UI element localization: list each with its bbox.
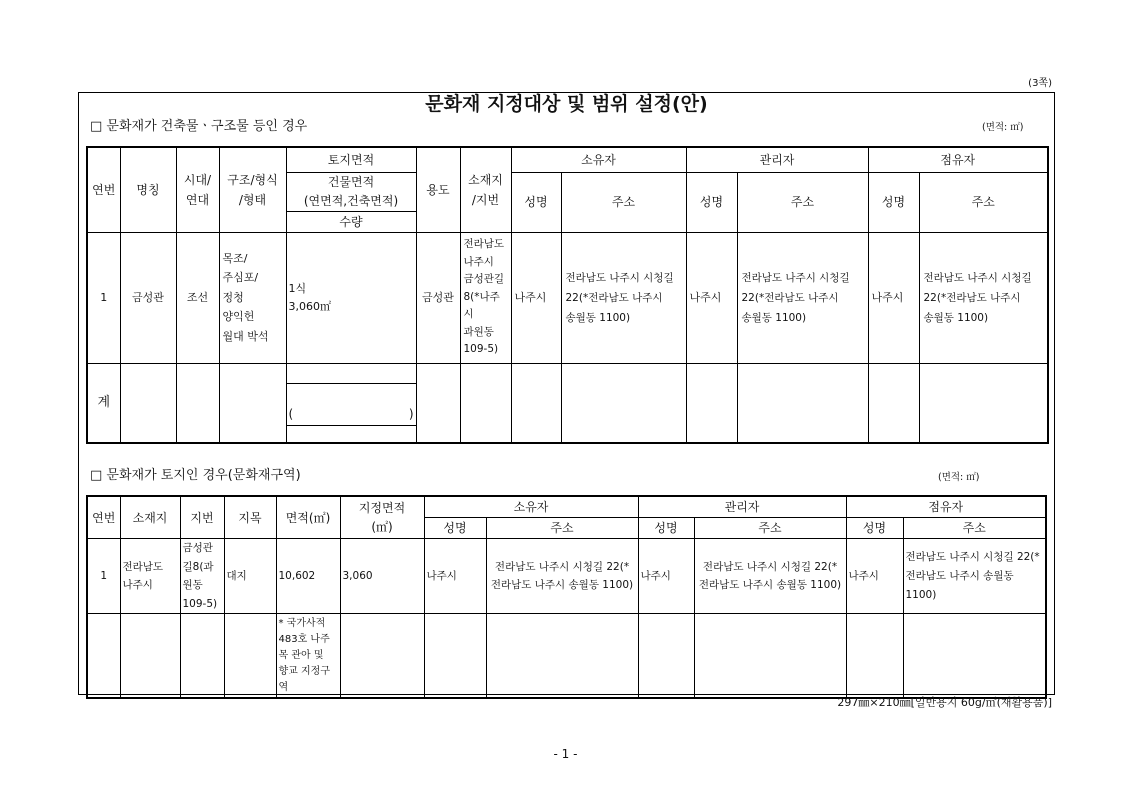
header-location: 소재지 /지번 bbox=[460, 147, 511, 232]
land-header-manager: 관리자 bbox=[638, 496, 846, 518]
land-cell-occupant-name: 나주시 bbox=[846, 539, 903, 614]
land-cell-owner-address: 전라남도 나주시 시청길 22(* 전라남도 나주시 송월동 1100) bbox=[486, 539, 638, 614]
empty-cell bbox=[737, 363, 868, 443]
land-header-owner-name: 성명 bbox=[424, 518, 486, 539]
land-header-manager-name: 성명 bbox=[638, 518, 694, 539]
land-header-occupant: 점유자 bbox=[846, 496, 1046, 518]
section-heading-building: □ 문화재가 건축물ㆍ구조물 등인 경우 bbox=[90, 119, 308, 134]
land-cell-manager-address: 전라남도 나주시 시청길 22(* 전라남도 나주시 송월동 1100) bbox=[694, 539, 846, 614]
page-number: - 1 - bbox=[553, 747, 578, 761]
header-building-area-detail: (연면적,건축면적) bbox=[303, 193, 399, 208]
total-quantity-cell bbox=[286, 425, 416, 443]
land-cell-area: 10,602 bbox=[276, 539, 340, 614]
cell-occupant-name: 나주시 bbox=[868, 232, 919, 363]
land-header-owner-address: 주소 bbox=[486, 518, 638, 539]
empty-cell bbox=[120, 614, 180, 698]
table-row bbox=[87, 614, 1046, 698]
table-row bbox=[87, 232, 1048, 363]
cell-owner-address: 전라남도 나주시 시청길 22(*전라남도 나주시 송월동 1100) bbox=[561, 232, 686, 363]
empty-cell bbox=[486, 614, 638, 698]
header-era: 시대/ 연대 bbox=[176, 147, 219, 232]
empty-cell bbox=[919, 363, 1048, 443]
land-header-designated-area bbox=[340, 496, 424, 539]
empty-cell bbox=[120, 363, 176, 443]
designation-note: * 국가사적 483호 나주 목 관아 및 향교 지정구 역 bbox=[276, 614, 340, 698]
section-heading-land: □ 문화재가 토지인 경우(문화재구역) bbox=[90, 468, 301, 483]
header-usage: 용도 bbox=[416, 147, 460, 232]
land-cell-owner-name: 나주시 bbox=[424, 539, 486, 614]
land-header-lot-number: 지번 bbox=[180, 496, 224, 539]
land-cell-lot-number: 금성관 길8(과 원동 109-5) bbox=[180, 539, 224, 614]
document-title: 문화재 지정대상 및 범위 설정(안) bbox=[425, 93, 708, 115]
land-header-owner: 소유자 bbox=[424, 496, 638, 518]
cell-location: 전라남도 나주시 금성관길 8(*나주 시 과원동 109-5) bbox=[460, 232, 511, 363]
empty-cell bbox=[424, 614, 486, 698]
empty-cell bbox=[638, 614, 694, 698]
header-name: 명칭 bbox=[120, 147, 176, 232]
cell-occupant-address: 전라남도 나주시 시청길 22(*전라남도 나주시 송월동 1100) bbox=[919, 232, 1048, 363]
land-header-occupant-address: 주소 bbox=[903, 518, 1046, 539]
header-row bbox=[87, 496, 1046, 518]
cell-era: 조선 bbox=[176, 232, 219, 363]
empty-cell bbox=[561, 363, 686, 443]
empty-cell bbox=[87, 614, 120, 698]
total-label: 계 bbox=[87, 363, 120, 443]
land-header-land-category: 지목 bbox=[224, 496, 276, 539]
land-header-serial: 연번 bbox=[87, 496, 120, 539]
cell-owner-name: 나주시 bbox=[511, 232, 561, 363]
empty-cell bbox=[686, 363, 737, 443]
land-header-occupant-name: 성명 bbox=[846, 518, 903, 539]
table-row bbox=[87, 539, 1046, 614]
header-occupant-name: 성명 bbox=[868, 172, 919, 232]
land-header-designated-area-unit: (㎡) bbox=[371, 519, 393, 534]
cell-name: 금성관 bbox=[120, 232, 176, 363]
unit-note-land: (면적: ㎡) bbox=[938, 472, 980, 483]
header-serial: 연번 bbox=[87, 147, 120, 232]
land-header-location: 소재지 bbox=[120, 496, 180, 539]
header-occupant: 점유자 bbox=[868, 147, 1048, 172]
land-cell-land-category: 대지 bbox=[224, 539, 276, 614]
total-building-area-parentheses bbox=[289, 406, 414, 422]
header-structure: 구조/형식 /형태 bbox=[219, 147, 286, 232]
empty-cell bbox=[180, 614, 224, 698]
total-land-area-cell bbox=[286, 363, 416, 383]
land-header-area: 면적(㎡) bbox=[276, 496, 340, 539]
header-owner-address: 주소 bbox=[561, 172, 686, 232]
header-owner-name: 성명 bbox=[511, 172, 561, 232]
paren-open: ( bbox=[288, 406, 294, 421]
header-quantity: 수량 bbox=[286, 211, 416, 232]
header-building-area bbox=[286, 172, 416, 211]
land-cell-occupant-address: 전라남도 나주시 시청길 22(* 전라남도 나주시 송월동 1100) bbox=[903, 539, 1046, 614]
cell-structure: 목조/ 주심포/ 정청 양익헌 월대 박석 bbox=[219, 232, 286, 363]
header-row bbox=[87, 147, 1048, 172]
total-building-area-cell bbox=[286, 383, 416, 425]
land-cell-serial: 1 bbox=[87, 539, 120, 614]
cell-usage: 금성관 bbox=[416, 232, 460, 363]
cell-serial: 1 bbox=[87, 232, 120, 363]
total-row bbox=[87, 363, 1048, 383]
header-manager-name: 성명 bbox=[686, 172, 737, 232]
header-manager-address: 주소 bbox=[737, 172, 868, 232]
land-header-designated-area-label: 지정면적 bbox=[358, 500, 406, 515]
land-cell-location: 전라남도 나주시 bbox=[120, 539, 180, 614]
land-heritage-table bbox=[86, 495, 1047, 699]
header-occupant-address: 주소 bbox=[919, 172, 1048, 232]
empty-cell bbox=[846, 614, 903, 698]
building-heritage-table bbox=[86, 146, 1049, 444]
header-land-area: 토지면적 bbox=[286, 147, 416, 172]
header-building-area-label: 건물면적 bbox=[327, 174, 375, 189]
cell-manager-address: 전라남도 나주시 시청길 22(*전라남도 나주시 송월동 1100) bbox=[737, 232, 868, 363]
empty-cell bbox=[224, 614, 276, 698]
paren-close: ) bbox=[408, 406, 414, 421]
header-manager: 관리자 bbox=[686, 147, 868, 172]
land-cell-manager-name: 나주시 bbox=[638, 539, 694, 614]
unit-note-building: (면적: ㎡) bbox=[982, 122, 1024, 133]
land-header-manager-address: 주소 bbox=[694, 518, 846, 539]
empty-cell bbox=[416, 363, 460, 443]
header-owner: 소유자 bbox=[511, 147, 686, 172]
empty-cell bbox=[511, 363, 561, 443]
empty-cell bbox=[694, 614, 846, 698]
empty-cell bbox=[340, 614, 424, 698]
empty-cell bbox=[219, 363, 286, 443]
empty-cell bbox=[176, 363, 219, 443]
empty-cell bbox=[460, 363, 511, 443]
paper-spec-footer: 297㎜×210㎜[일반용지 60g/㎡(재활용품)] bbox=[837, 696, 1052, 709]
empty-cell bbox=[903, 614, 1046, 698]
cell-area: 1식 3,060㎡ bbox=[286, 232, 416, 363]
land-cell-designated-area: 3,060 bbox=[340, 539, 424, 614]
empty-cell bbox=[868, 363, 919, 443]
page-label: (3쪽) bbox=[1028, 78, 1052, 89]
cell-manager-name: 나주시 bbox=[686, 232, 737, 363]
